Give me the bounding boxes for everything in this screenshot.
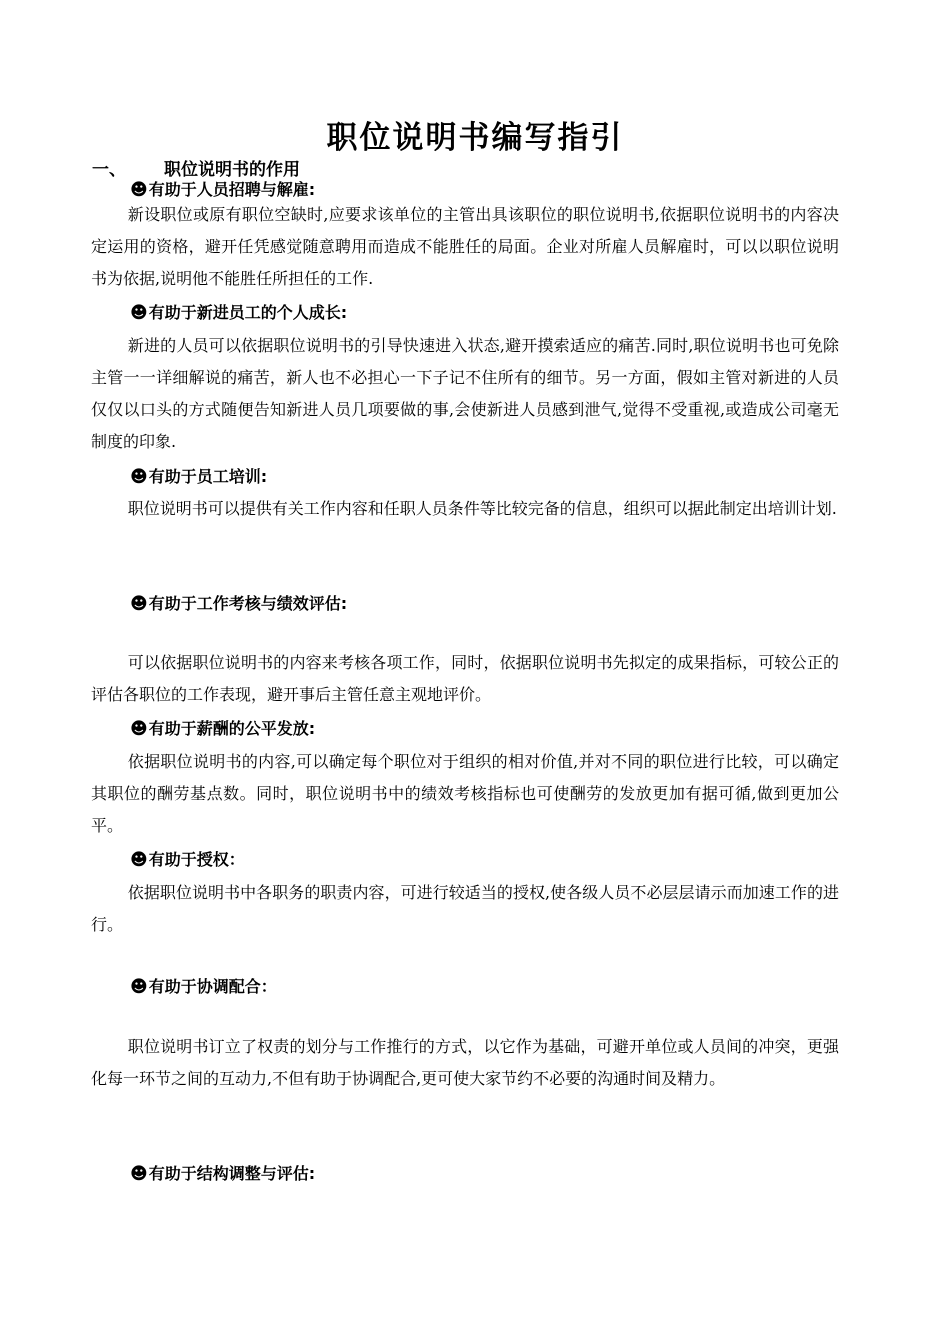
item-heading-text: 有助于授权： [148, 850, 245, 869]
section-number: 一、 [92, 160, 126, 180]
item-heading-text: 有助于结构调整与评估: [148, 1164, 316, 1183]
smiley-bullet-icon: ☻ [130, 977, 148, 997]
item-paragraph: 新设职位或原有职位空缺时,应要求该单位的主管出具该职位的职位说明书,依据职位说明书的内容决定运用的资格，避开任凭感觉随意聘用而造成不能胜任的局面。企业对所雇人员解雇时，可以以职位说明书为依据,说明他不能胜任所担任的工作. [91, 205, 839, 288]
smiley-bullet-icon: ☻ [130, 850, 148, 870]
item-heading [130, 849, 245, 871]
item-paragraph: 新进的人员可以依据职位说明书的引导快速进入状态,避开摸索适应的痛苦.同时,职位说明书也可免除主管一一详细解说的痛苦，新人也不必担心一下子记不住所有的细节。另一方面，假如主管对新进的人员仅仅以口头的方式随便告知新进人员几项要做的事,会使新进人员感到泄气,觉得不受重视,或造成公司毫无制度的印象. [91, 336, 839, 451]
item-heading-text: 有助于协调配合： [148, 977, 277, 996]
item-heading [130, 976, 277, 998]
item-paragraph: 可以依据职位说明书的内容来考核各项工作，同时，依据职位说明书先拟定的成果指标，可较公正的评估各职位的工作表现，避开事后主管任意主观地评价。 [91, 653, 839, 704]
item-heading-text: 有助于新进员工的个人成长: [148, 303, 348, 322]
item-heading-text: 有助于工作考核与绩效评估: [148, 594, 348, 613]
item-paragraph: 依据职位说明书的内容,可以确定每个职位对于组织的相对价值,并对不同的职位进行比较，可以确定其职位的酬劳基点数。同时，职位说明书中的绩效考核指标也可使酬劳的发放更加有据可循,做到更加公平。 [91, 752, 839, 835]
item-heading-text: 有助于人员招聘与解雇: [148, 180, 316, 199]
item-heading-text: 有助于员工培训: [148, 467, 268, 486]
smiley-bullet-icon: ☻ [130, 594, 148, 614]
item-paragraph: 职位说明书可以提供有关工作内容和任职人员条件等比较完备的信息，组织可以据此制定出培训计划. [127, 499, 837, 518]
item-heading [130, 466, 267, 488]
smiley-bullet-icon: ☻ [130, 303, 148, 323]
smiley-bullet-icon: ☻ [130, 180, 148, 200]
item-paragraph: 职位说明书订立了权责的划分与工作推行的方式，以它作为基础，可避开单位或人员间的冲突，更强化每一环节之间的互动力,不但有助于协调配合,更可使大家节约不必要的沟通时间及精力。 [91, 1037, 839, 1088]
item-heading [130, 593, 347, 615]
smiley-bullet-icon: ☻ [130, 467, 148, 487]
item-heading [130, 1163, 315, 1185]
section-title: 职位说明书的作用 [164, 160, 300, 180]
item-heading [130, 302, 347, 324]
item-heading [130, 179, 315, 201]
item-paragraph: 依据职位说明书中各职务的职责内容，可进行较适当的授权,使各级人员不必层层请示而加速工作的进行。 [91, 883, 839, 934]
smiley-bullet-icon: ☻ [130, 1164, 148, 1184]
item-heading [130, 718, 315, 740]
smiley-bullet-icon: ☻ [130, 719, 148, 739]
item-heading-text: 有助于薪酬的公平发放: [148, 719, 316, 738]
document-title: 职位说明书编写指引 [326, 120, 624, 156]
